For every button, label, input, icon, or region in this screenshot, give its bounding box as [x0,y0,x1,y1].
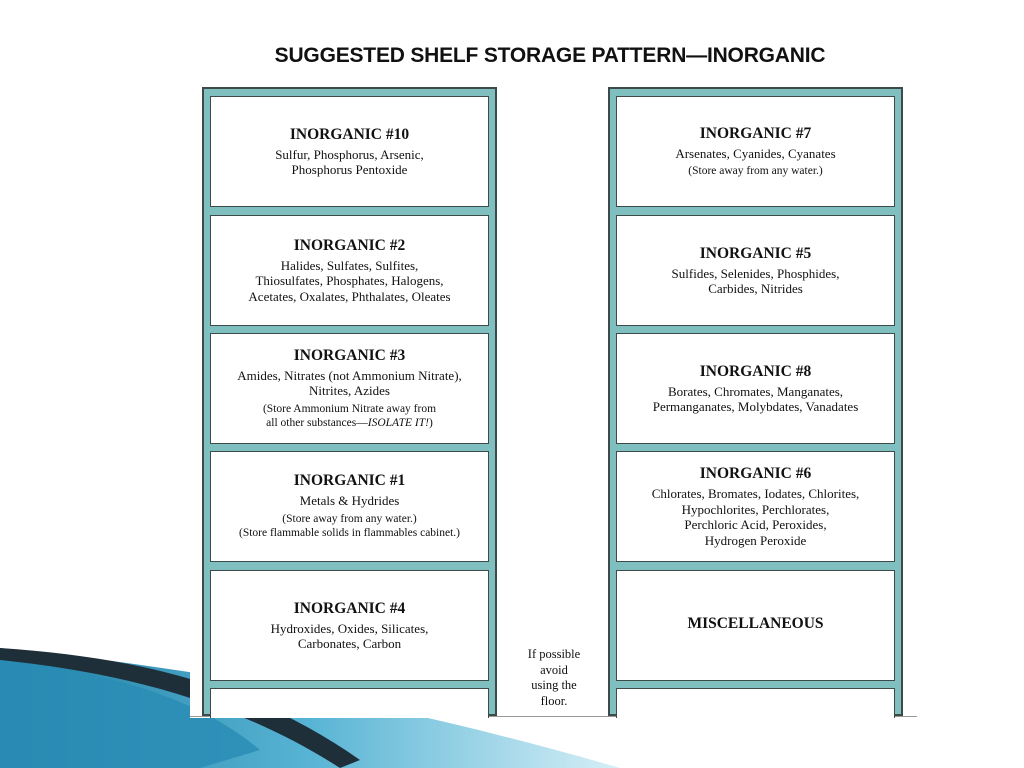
floor-note-line: using the [531,678,577,692]
shelf-line: Carbides, Nitrides [708,281,803,296]
shelf-title: INORGANIC #6 [699,465,812,482]
shelf-inorganic-5 [616,215,895,326]
shelf-title: INORGANIC #1 [293,472,406,490]
page-title: SUGGESTED SHELF STORAGE PATTERN—INORGANIC [274,44,826,67]
shelf-inorganic-1 [210,451,489,562]
shelf-inorganic-4 [210,570,489,681]
shelf-line: Halides, Sulfates, Sulfites, [280,257,419,273]
shelf-line: Sulfides, Selenides, Phosphides, [671,265,840,281]
shelf-inorganic-7 [616,96,895,207]
shelf-note: (Store away from any water.) [282,512,417,525]
shelf-line: Permanganates, Molybdates, Vanadates [652,399,859,414]
shelf-line: Thiosulfates, Phosphates, Halogens, [255,273,444,289]
isolate-warning: ISOLATE IT! [367,417,429,429]
shelf-title: MISCELLANEOUS [687,615,824,632]
shelf-miscellaneous [616,570,895,681]
shelf-note: (Store flammable solids in flammables cabinet.) [239,527,460,540]
left-shelf-unit [202,87,497,716]
shelf-line: Hypochlorites, Perchlorates, [681,501,830,517]
shelf-title: INORGANIC #4 [293,599,406,617]
shelf-line: Perchloric Acid, Peroxides, [684,517,827,532]
shelf-line: Amides, Nitrates (not Ammonium Nitrate), [237,367,462,383]
shelf-line: Borates, Chromates, Manganates, [667,383,844,399]
shelf-line: Arsenates, Cyanides, Cyanates [675,145,836,161]
right-shelf-unit [608,87,903,716]
shelf-note: all other substances— [266,417,368,429]
shelf-line: Hydrogen Peroxide [704,532,807,548]
shelf-inorganic-10 [210,96,489,207]
floor-note-line: floor. [540,693,568,708]
shelf-title: INORGANIC #10 [289,125,410,143]
floor-note-line: avoid [540,662,568,677]
shelf-inorganic-8 [616,333,895,444]
shelf-line: Phosphorus Pentoxide [291,162,408,177]
shelf-line: Acetates, Oxalates, Phthalates, Oleates [248,288,451,304]
shelf-line: Nitrites, Azides [309,383,390,398]
shelf-note: (Store Ammonium Nitrate away from [262,402,437,415]
floor-note-line: If possible [527,647,581,661]
shelf-title: INORGANIC #8 [699,362,812,380]
shelf-line: Metals & Hydrides [299,493,400,509]
shelf-inorganic-3 [210,333,489,444]
shelf-note-line [266,416,433,431]
shelf-floor-level [616,688,895,718]
shelf-note: (Store away from any water.) [688,165,823,177]
shelf-title: INORGANIC #3 [293,346,406,364]
shelf-title: INORGANIC #7 [699,124,812,142]
shelf-inorganic-2 [210,215,489,326]
shelf-title: INORGANIC #5 [699,244,812,262]
floor-note [515,647,593,709]
shelf-line: Sulfur, Phosphorus, Arsenic, [275,146,424,162]
shelf-line: Chlorates, Bromates, Iodates, Chlorites, [651,486,860,501]
shelf-line: Carbonates, Carbon [297,636,402,651]
shelf-title: INORGANIC #2 [293,236,406,254]
shelf-line: Hydroxides, Oxides, Silicates, [270,620,429,636]
shelf-inorganic-6 [616,451,895,562]
shelf-floor-level [210,688,489,718]
shelf-note: ) [428,417,433,429]
